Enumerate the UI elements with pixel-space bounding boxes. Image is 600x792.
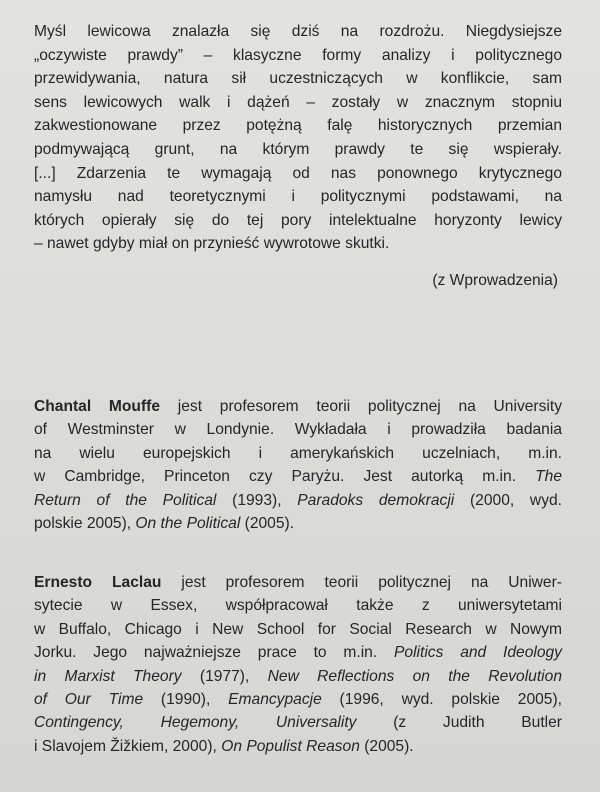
quote-line: namysłu nad teoretycznymi i politycznymi podstawami, na <box>34 188 562 206</box>
book-title: Return of the Political <box>34 491 217 509</box>
quote-line: których opierały się do tej pory intelektualne horyzonty lewicy <box>34 211 562 229</box>
book-title: The <box>535 468 562 486</box>
bio-text: w Cambridge, Princeton czy Paryżu. Jest autorką m.in. <box>34 468 536 486</box>
quote-line: podmywającą grunt, na którym prawdy te się wspierały. <box>34 140 562 158</box>
book-title: in Marxist Theory <box>34 667 182 685</box>
book-title: On Populist Reason <box>221 737 360 755</box>
quote-line: Myśl lewicowa znalazła się dziś na rozdrożu. Niegdysiejsze <box>34 23 562 40</box>
bio-line <box>34 711 562 734</box>
bio-text: i Slavojem Žižkiem, 2000), <box>34 737 222 755</box>
quote-line: [...] Zdarzenia te wymagają od nas ponownego krytycznego <box>34 164 562 182</box>
bio-line <box>34 641 562 664</box>
quote-line: „oczywiste prawdy” – klasyczne formy analizy i politycznego <box>34 46 562 64</box>
bio-line: of Westminster w Londynie. Wykładała i prowadziła badania <box>34 421 562 439</box>
bio-text: jest profesorem teorii politycznej na University <box>160 398 562 415</box>
quote-line: sens lewicowych walk i dążeń – zostały w znacznym stopniu <box>34 93 562 111</box>
bio-text: polskie 2005), <box>34 515 136 533</box>
book-title: Contingency, Hegemony, Universality <box>34 714 357 732</box>
book-title: New Reflections on the Revolution <box>267 667 562 685</box>
book-title: On the Political <box>135 515 241 533</box>
bio-line: w Buffalo, Chicago i New School for Social Research w Nowym <box>34 620 562 638</box>
author-bio-mouffe <box>34 395 562 535</box>
bio-line <box>34 465 562 488</box>
bio-line <box>34 512 562 535</box>
bio-text: jest profesorem teorii politycznej na Uniwer- <box>161 574 562 591</box>
quote-line: – nawet gdyby miał on przynieść wywrotowe skutki. <box>34 235 390 253</box>
book-title: Paradoks demokracji <box>297 491 455 509</box>
bio-text: Jorku. Jego najważniejsze prace to m.in. <box>34 644 394 662</box>
author-name: Chantal Mouffe <box>34 398 161 415</box>
bio-text: (1990), <box>143 691 229 709</box>
quote-block <box>34 20 562 256</box>
bio-text: (1996, wyd. polskie 2005), <box>321 691 562 709</box>
bio-line: sytecie w Essex, współpracował także z uniwersytetami <box>34 597 562 615</box>
bio-line <box>34 571 562 594</box>
bio-text: (1977), <box>181 667 268 685</box>
book-title: Emancypacje <box>228 691 322 709</box>
bio-line <box>34 395 562 418</box>
book-title: of Our Time <box>34 691 144 709</box>
bio-text: (2005). <box>359 737 414 755</box>
bio-line <box>34 489 562 512</box>
book-title: Politics and Ideology <box>394 644 562 662</box>
bio-line <box>34 665 562 688</box>
quote-attribution: (z Wprowadzenia) <box>432 272 558 289</box>
bio-line <box>34 688 562 711</box>
bio-text: (2005). <box>240 515 295 533</box>
quote-line: przewidywania, natura sił uczestniczących w konflikcie, sam <box>34 70 562 88</box>
author-bio-laclau <box>34 571 562 758</box>
bio-text: (2000, wyd. <box>454 491 562 509</box>
bio-line <box>34 735 562 758</box>
bio-text: (1993), <box>216 491 298 509</box>
quote-line: zakwestionowane przez potężną falę historycznych przemian <box>34 117 562 135</box>
bio-line: na wielu europejskich i amerykańskich uczelniach, m.in. <box>34 444 562 462</box>
author-name: Ernesto Laclau <box>34 574 162 591</box>
bio-text: (z Judith Butler <box>356 714 562 732</box>
